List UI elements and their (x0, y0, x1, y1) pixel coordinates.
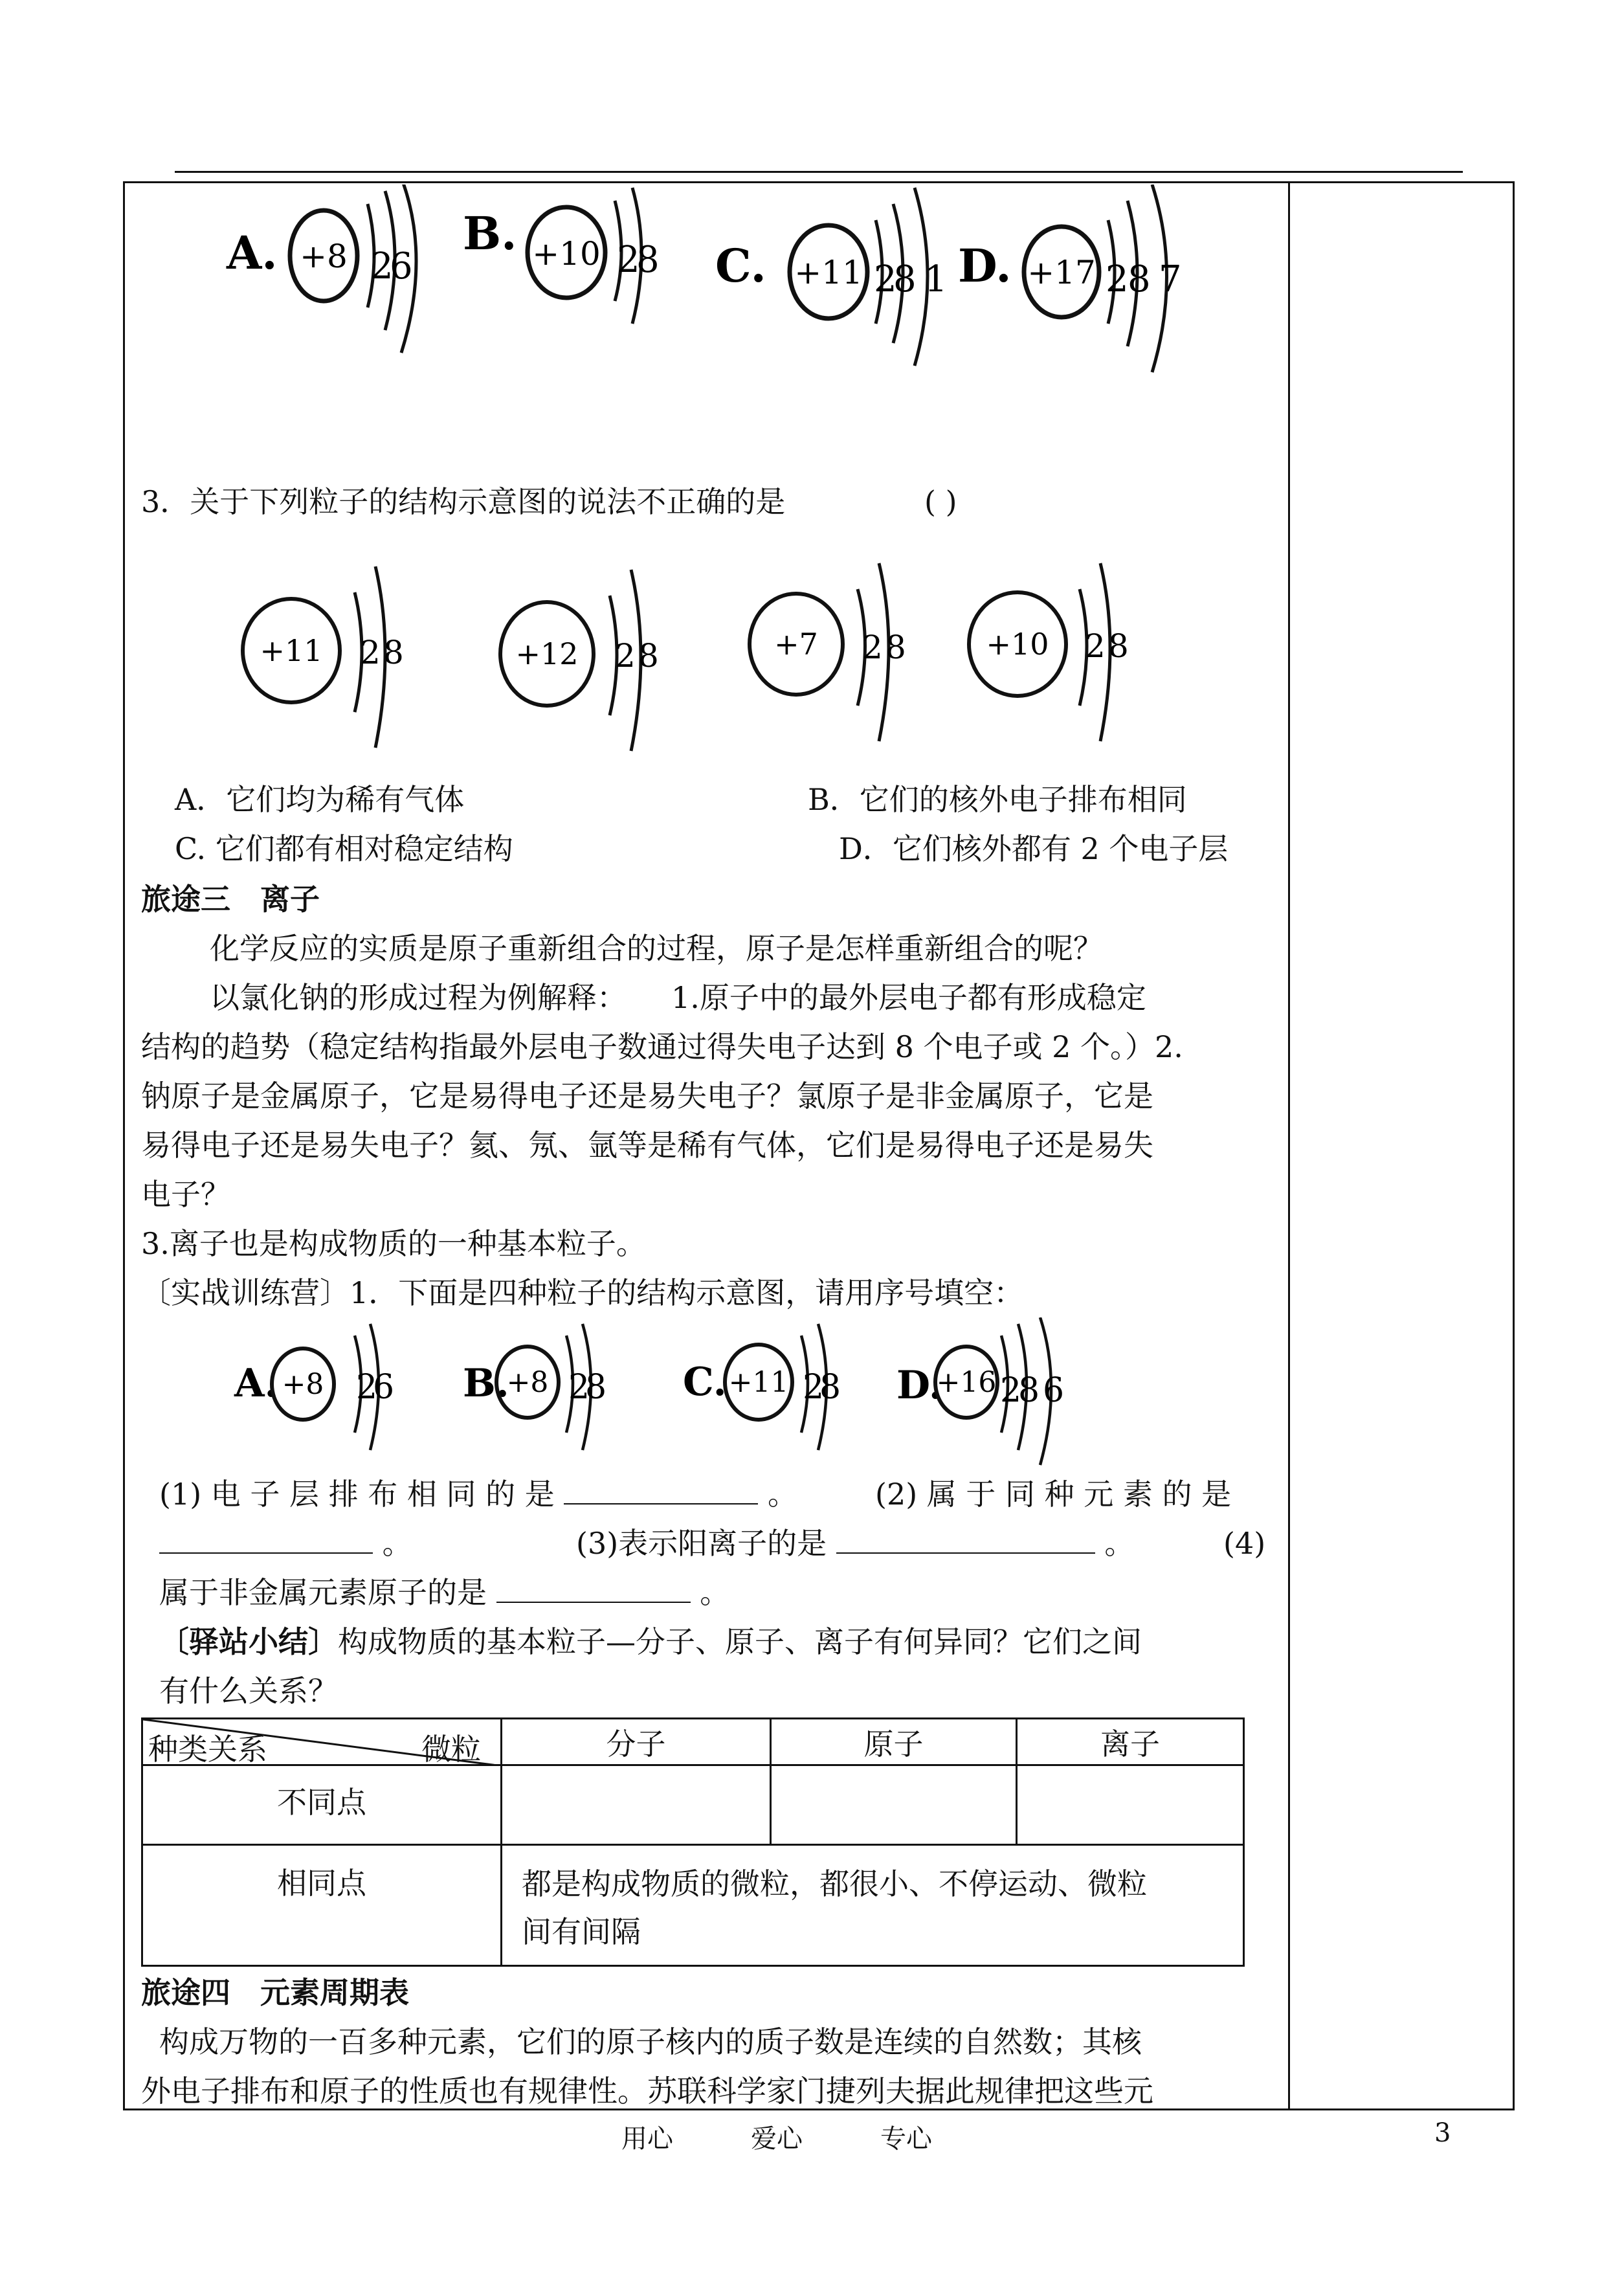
q3-answer-paren: ( ) (924, 484, 957, 519)
q3-nucleus-charge: +12 (515, 636, 579, 671)
q3-diagram-3 (750, 563, 906, 741)
row-label-differences: 不同点 (142, 1765, 502, 1845)
q3-option-b: B．它们的核外电子排布相同 (808, 782, 1187, 817)
table-header-cell: 分子 (502, 1719, 771, 1765)
section4-line-1: 构成万物的一百多种元素，它们的原子核内的质子数是连续的自然数；其核 (159, 2024, 1142, 2059)
q2-option-letter: D. (958, 239, 1012, 293)
practice-shell-electrons: 2 (803, 1368, 825, 1407)
fill-line-3 (576, 1526, 1135, 1561)
q2-shell-electrons: 2 (617, 239, 640, 281)
q2-option-letter: C. (715, 239, 766, 293)
particle-comparison-table (141, 1717, 1245, 1967)
practice-diagram-d (896, 1317, 1064, 1465)
table-header-row (142, 1719, 1244, 1765)
q2-shell-electrons: 1 (924, 258, 948, 300)
practice-diagram-a (234, 1324, 394, 1450)
corner-label-left: 种类关系 (148, 1732, 267, 1765)
q3-nucleus-charge: +10 (986, 627, 1049, 662)
answer-blank-3[interactable] (836, 1530, 1095, 1554)
margin-column-divider (1288, 181, 1290, 2110)
summary-text: 构成物质的基本粒子—分子、原子、离子有何异同？它们之间 (338, 1624, 1142, 1659)
practice-shell-electrons: 6 (373, 1368, 395, 1407)
q2-nucleus-charge: +11 (794, 254, 863, 291)
practice-nucleus-charge: +16 (936, 1366, 997, 1399)
section3-paragraph-2-line: 结构的趋势（稳定结构指最外层电子数通过得失电子达到 8 个电子或 2 个。）2. (141, 1029, 1183, 1064)
q2-shell-electrons: 2 (874, 258, 897, 300)
table-header-cell: 原子 (771, 1719, 1017, 1765)
q2-shell-electrons: 7 (1159, 258, 1182, 300)
section3-title: 旅途三 离子 (141, 882, 320, 917)
q2-shell-electrons: 2 (1106, 258, 1129, 300)
table-cell-empty[interactable] (771, 1765, 1017, 1845)
section4-title: 旅途四 元素周期表 (141, 1975, 409, 2010)
q3-nucleus-charge: +11 (260, 633, 323, 668)
practice-atom-diagrams (227, 1317, 1133, 1466)
q2-shell-electrons: 8 (893, 258, 917, 300)
fill-question-2-end: 。 (382, 1526, 412, 1561)
practice-option-letter: D. (896, 1363, 942, 1408)
q3-shell-electrons: 8 (638, 637, 659, 675)
q2-shell-electrons: 8 (636, 239, 660, 281)
q3-shell-electrons: 2 (360, 634, 381, 671)
practice-shell-electrons: 8 (585, 1368, 607, 1407)
q2-nucleus-charge: +10 (532, 235, 601, 273)
similarities-cell (502, 1845, 1244, 1966)
practice-nucleus-charge: +8 (506, 1366, 549, 1399)
fill-line-2 (159, 1526, 412, 1561)
table-header-cell: 离子 (1017, 1719, 1244, 1765)
fill-line-4 (159, 1575, 730, 1610)
q2-option-letter: B. (463, 207, 517, 260)
similarities-line: 都是构成物质的微粒，都很小、不停运动、微粒 (522, 1866, 1147, 1901)
table-row (142, 1765, 1244, 1845)
practice-option-letter: A. (234, 1361, 278, 1406)
practice-intro: 〔实战训练营〕1．下面是四种粒子的结构示意图，请用序号填空： (141, 1275, 1024, 1310)
section3-paragraph-2-line: 以氯化钠的形成过程为例解释： 1.原子中的最外层电子都有形成稳定 (210, 980, 1146, 1015)
q3-diagram-1 (243, 566, 404, 748)
q2-shell-electrons: 6 (390, 245, 413, 287)
q3-shell-electrons: 8 (1108, 627, 1129, 665)
q2-diagram-c (715, 188, 948, 366)
fill-question-2: (2) 属 于 同 种 元 素 的 是 (875, 1477, 1232, 1512)
practice-shell-electrons: 8 (819, 1368, 841, 1407)
fill-question-4-text: 属于非金属元素原子的是 (159, 1575, 487, 1610)
fill-question-1: (1) 电 子 层 排 布 相 同 的 是 (159, 1477, 555, 1512)
answer-blank-4[interactable] (496, 1580, 691, 1603)
summary-line-2: 有什么关系？ (159, 1673, 338, 1708)
q2-diagram-d (958, 185, 1182, 372)
section3-paragraph-2-line: 易得电子还是易失电子？氦、氖、氩等是稀有气体，它们是易得电子还是易失 (141, 1128, 1153, 1163)
fill-line-1 (159, 1477, 798, 1512)
q2-shell-electrons: 8 (1128, 258, 1151, 300)
q3-option-a: A．它们均为稀有气体 (175, 782, 465, 817)
practice-nucleus-charge: +11 (728, 1366, 789, 1399)
table-cell-empty[interactable] (502, 1765, 771, 1845)
header-rule (175, 171, 1463, 173)
q3-option-d: D．它们核外都有 2 个电子层 (839, 831, 1229, 866)
q3-shell-electrons: 2 (1085, 627, 1106, 665)
table-corner-cell (142, 1719, 502, 1765)
summary-label: 〔驿站小结〕 (159, 1624, 338, 1659)
q2-shell-electrons: 2 (370, 245, 394, 287)
q2-atom-diagrams (214, 185, 1223, 398)
q3-diagram-2 (500, 570, 659, 751)
practice-option-letter: C. (683, 1359, 727, 1405)
answer-blank-1[interactable] (564, 1481, 758, 1504)
section3-paragraph-3: 3.离子也是构成物质的一种基本粒子。 (141, 1226, 646, 1261)
q3-shell-electrons: 2 (862, 629, 883, 666)
q2-option-letter: A. (227, 226, 278, 280)
fill-question-3-end: 。 (1104, 1526, 1135, 1561)
q3-shell-electrons: 8 (885, 629, 906, 666)
q3-nucleus-charge: +7 (774, 627, 818, 662)
q2-diagram-a (226, 185, 416, 353)
row-label-similarities: 相同点 (142, 1845, 502, 1966)
fill-question-4: (4) (1223, 1526, 1266, 1561)
table-cell-empty[interactable] (1017, 1765, 1244, 1845)
q2-nucleus-charge: +8 (300, 238, 348, 275)
footer-motto: 用心 爱心 专心 (621, 2124, 932, 2154)
practice-shell-electrons: 8 (1018, 1371, 1040, 1410)
practice-shell-electrons: 6 (1043, 1371, 1065, 1410)
q3-atom-diagrams (220, 554, 1178, 767)
similarities-line: 间有间隔 (522, 1914, 641, 1949)
section3-paragraph-2-line: 钠原子是金属原子，它是易得电子还是易失电子？氯原子是非金属原子，它是 (141, 1079, 1153, 1113)
page-number: 3 (1434, 2118, 1451, 2148)
q3-option-c: C. 它们都有相对稳定结构 (175, 831, 513, 866)
corner-label-right: 微粒 (421, 1732, 481, 1765)
q2-diagram-b (463, 188, 660, 324)
practice-shell-electrons: 2 (1000, 1371, 1022, 1410)
q3-diagram-4 (969, 563, 1129, 741)
practice-shell-electrons: 2 (356, 1368, 378, 1407)
q3-shell-electrons: 2 (615, 637, 636, 675)
practice-diagram-b (463, 1324, 606, 1450)
section3-paragraph-1: 化学反应的实质是原子重新组合的过程，原子是怎样重新组合的呢？ (210, 931, 1103, 966)
table-row (142, 1845, 1244, 1966)
q3-question: 3．关于下列粒子的结构示意图的说法不正确的是 (141, 484, 786, 519)
practice-option-letter: B. (463, 1361, 509, 1406)
section3-paragraph-2-line: 电子？ (141, 1177, 230, 1212)
section4-line-2: 外电子排布和原子的性质也有规律性。苏联科学家门捷列夫据此规律把这些元 (141, 2074, 1153, 2108)
practice-nucleus-charge: +8 (282, 1368, 324, 1401)
practice-shell-electrons: 2 (568, 1368, 590, 1407)
practice-diagram-c (683, 1324, 841, 1450)
q2-nucleus-charge: +17 (1027, 254, 1096, 291)
fill-question-1-end: 。 (768, 1477, 798, 1512)
q3-shell-electrons: 8 (383, 634, 404, 671)
fill-question-3: (3)表示阳离子的是 (576, 1526, 827, 1561)
answer-blank-2[interactable] (159, 1530, 373, 1554)
summary-line-1 (159, 1624, 1142, 1659)
fill-question-4-end: 。 (700, 1575, 730, 1610)
